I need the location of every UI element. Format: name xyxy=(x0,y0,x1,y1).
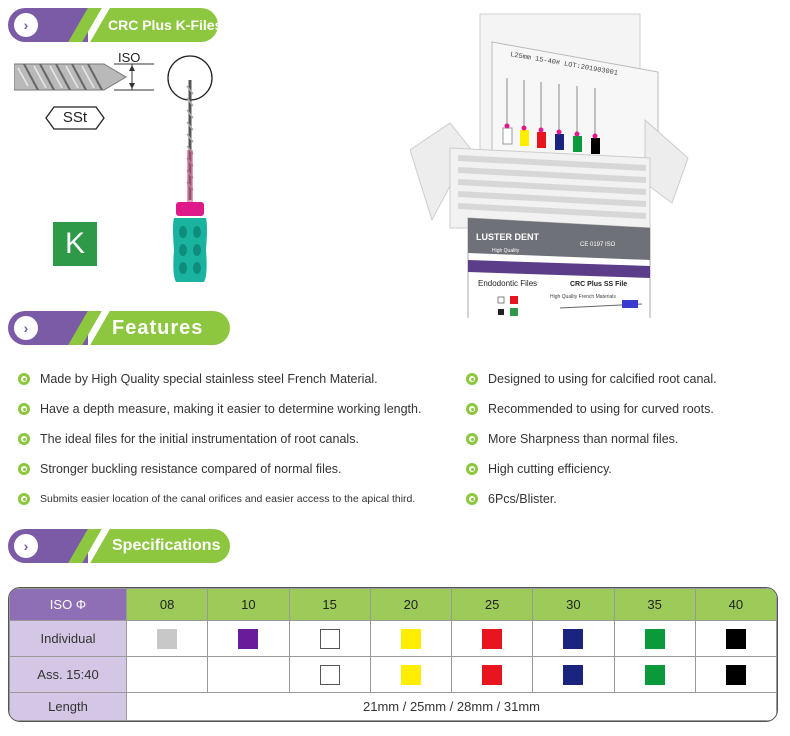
sst-badge xyxy=(44,105,106,136)
bullet-icon xyxy=(466,463,478,475)
product-title-banner xyxy=(8,8,223,42)
color-swatch xyxy=(401,665,421,685)
list-item: Stronger buckling resistance compared of normal files. xyxy=(18,454,421,484)
bullet-icon xyxy=(18,463,30,475)
table-row xyxy=(10,693,777,721)
iso-size-cell: 20 xyxy=(370,589,451,621)
iso-size-cell: 40 xyxy=(695,589,776,621)
color-cell xyxy=(370,621,451,657)
iso-size-cell: 30 xyxy=(533,589,614,621)
list-item: High cutting efficiency. xyxy=(466,454,717,484)
box-brand-tag: High Quality xyxy=(492,248,520,254)
color-swatch xyxy=(645,665,665,685)
color-swatch xyxy=(726,665,746,685)
box-marks: CE 0197 ISO xyxy=(580,242,616,248)
k-file-image xyxy=(150,50,230,290)
list-item: Submits easier location of the canal orifices and easier access to the apical third. xyxy=(18,484,421,514)
iso-label: ISO xyxy=(118,50,141,65)
features-title: Features xyxy=(112,317,204,339)
table-row xyxy=(10,657,777,693)
iso-size-cell: 15 xyxy=(289,589,370,621)
color-swatch xyxy=(563,665,583,685)
iso-size-cell: 10 xyxy=(208,589,289,621)
color-cell xyxy=(614,621,695,657)
row-label: Ass. 15:40 xyxy=(10,657,127,693)
list-item: More Sharpness than normal files. xyxy=(466,424,717,454)
iso-size-cell: 08 xyxy=(127,589,208,621)
color-cell xyxy=(533,621,614,657)
row-label: Individual xyxy=(10,621,127,657)
features-list-right xyxy=(466,364,717,514)
bullet-icon xyxy=(18,433,30,445)
color-cell xyxy=(452,621,533,657)
list-item: Have a depth measure, making it easier to determine working length. xyxy=(18,394,421,424)
color-cell xyxy=(452,657,533,693)
box-product-name: CRC Plus SS File xyxy=(570,281,628,288)
k-type-badge: K xyxy=(53,222,97,266)
color-cell xyxy=(614,657,695,693)
color-cell xyxy=(695,657,776,693)
chevron-right-icon: › xyxy=(14,534,38,558)
color-cell xyxy=(695,621,776,657)
color-swatch xyxy=(320,629,340,649)
features-list-left xyxy=(18,364,421,514)
chevron-right-icon: › xyxy=(14,316,38,340)
page-title: CRC Plus K-Files xyxy=(108,17,223,33)
box-brand: LUSTER DENT xyxy=(476,232,539,242)
list-item: Designed to using for calcified root canal. xyxy=(466,364,717,394)
bullet-icon xyxy=(18,373,30,385)
bullet-icon xyxy=(466,403,478,415)
box-category: Endodontic Files xyxy=(478,279,538,288)
bullet-icon xyxy=(466,433,478,445)
bullet-icon xyxy=(466,373,478,385)
specifications-table xyxy=(8,587,778,722)
color-cell xyxy=(370,657,451,693)
iso-size-cell: 25 xyxy=(452,589,533,621)
color-swatch xyxy=(401,629,421,649)
color-swatch xyxy=(563,629,583,649)
color-cell xyxy=(289,657,370,693)
file-tip-diagram xyxy=(14,60,154,100)
bullet-icon xyxy=(18,493,30,505)
sst-label: SSt xyxy=(62,109,88,126)
bullet-icon xyxy=(466,493,478,505)
color-cell xyxy=(208,657,289,693)
list-item: Recommended to using for curved roots. xyxy=(466,394,717,424)
table-row xyxy=(10,621,777,657)
bullet-icon xyxy=(18,403,30,415)
color-cell xyxy=(289,621,370,657)
color-cell xyxy=(127,621,208,657)
color-swatch xyxy=(238,629,258,649)
list-item: The ideal files for the initial instrumentation of root canals. xyxy=(18,424,421,454)
features-banner xyxy=(8,311,230,345)
list-item: 6Pcs/Blister. xyxy=(466,484,717,514)
chevron-right-icon: › xyxy=(14,13,38,37)
color-swatch xyxy=(726,629,746,649)
specifications-banner xyxy=(8,529,230,563)
color-swatch xyxy=(320,665,340,685)
blister-label: L25mm 15-40# LOT:201903001 xyxy=(509,51,619,78)
iso-header-cell: ISO Φ xyxy=(10,589,127,621)
color-swatch xyxy=(645,629,665,649)
color-swatch xyxy=(482,629,502,649)
list-item: Made by High Quality special stainless steel French Material. xyxy=(18,364,421,394)
color-swatch xyxy=(482,665,502,685)
iso-size-cell: 35 xyxy=(614,589,695,621)
length-label: Length xyxy=(10,693,127,721)
product-box-image xyxy=(410,8,690,318)
table-header-row xyxy=(10,589,777,621)
color-cell xyxy=(127,657,208,693)
color-cell xyxy=(533,657,614,693)
color-cell xyxy=(208,621,289,657)
box-tagline: High Quality French Materials xyxy=(550,294,616,300)
specifications-title: Specifications xyxy=(112,537,221,554)
length-value: 21mm / 25mm / 28mm / 31mm xyxy=(127,693,777,721)
color-swatch xyxy=(157,629,177,649)
